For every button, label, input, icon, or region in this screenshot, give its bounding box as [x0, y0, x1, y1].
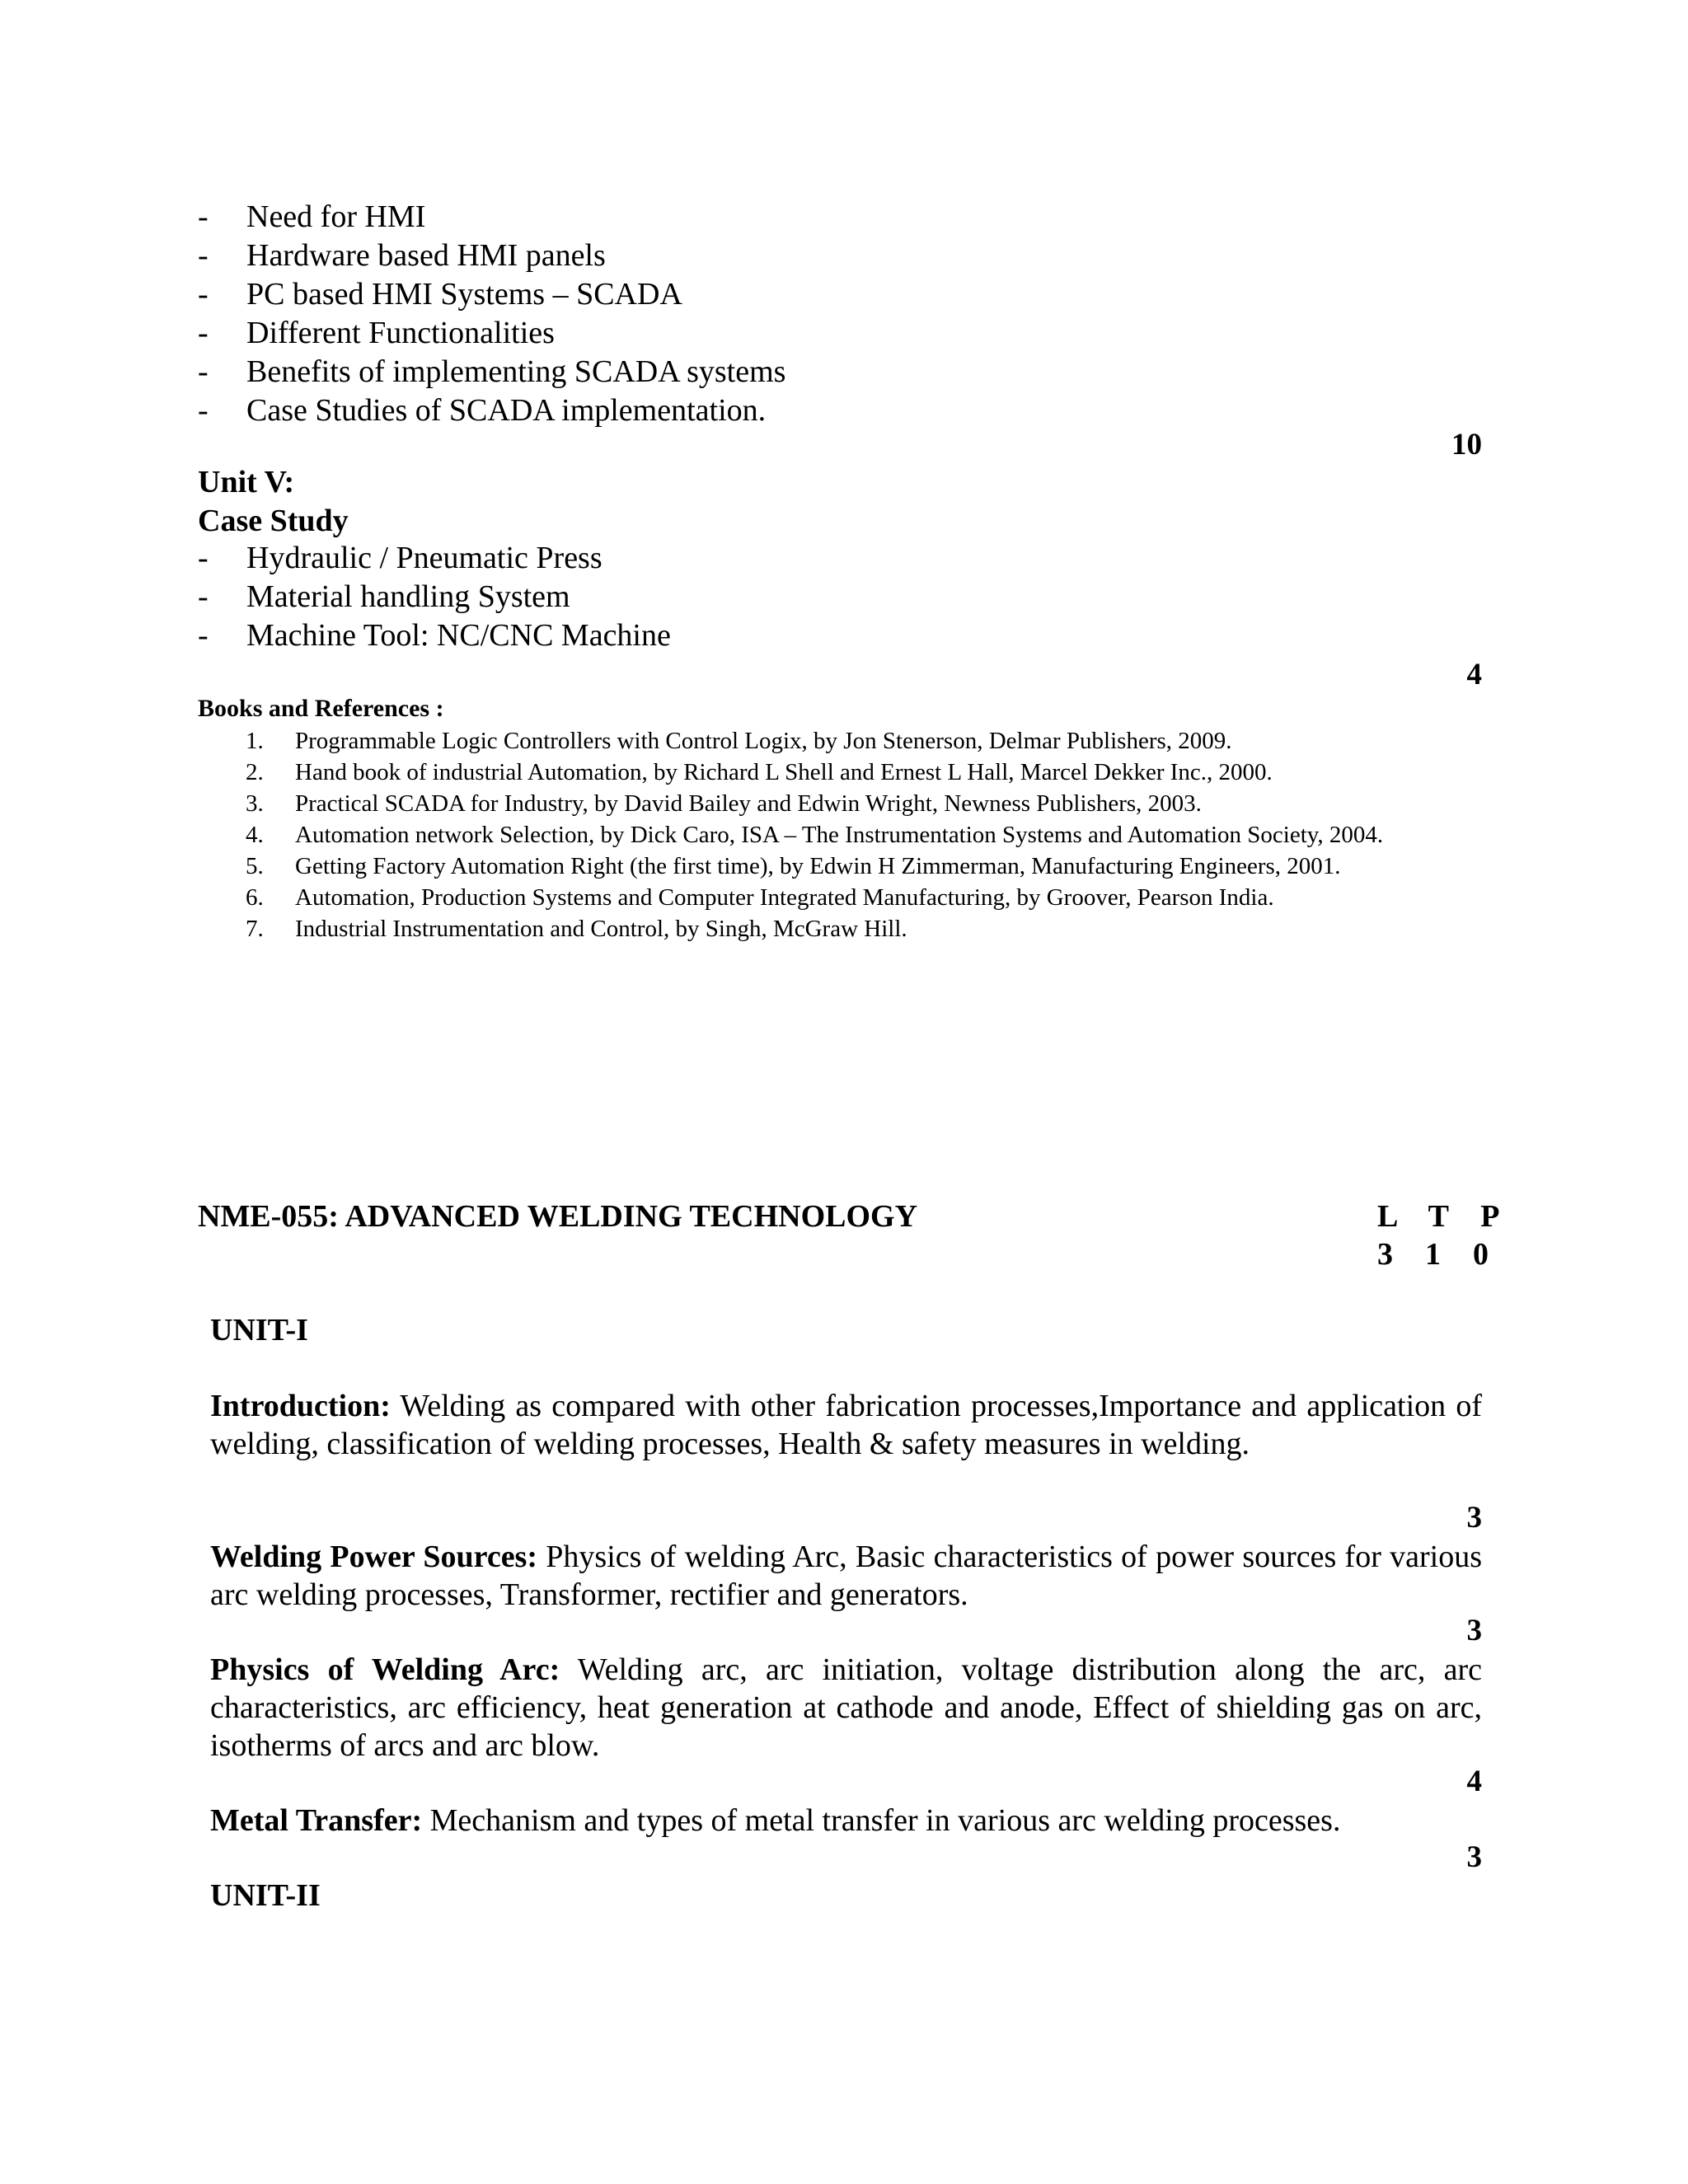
unit5-topic-list — [198, 539, 1484, 655]
section-hours: 4 — [1466, 1765, 1482, 1798]
unit1-section-welding-power-sources: Welding Power Sources: Physics of welding Arc, Basic characteristics of power sources for various arc welding processes, Transformer, rectifier and generators. — [210, 1540, 1482, 1612]
ltp-values: 3 1 0 — [1377, 1237, 1489, 1272]
list-item: 6. Automation, Production Systems and Computer Integrated Manufacturing, by Groover, Pearson India. — [246, 884, 1274, 911]
list-item: - PC based HMI Systems – SCADA — [198, 277, 682, 312]
list-item: - Hydraulic / Pneumatic Press — [198, 541, 603, 575]
books-references-title: Books and References : — [198, 695, 444, 722]
list-item: 3. Practical SCADA for Industry, by David Bailey and Edwin Wright, Newness Publishers, 2003. — [246, 790, 1202, 817]
hmi-hours: 10 — [1451, 428, 1482, 462]
unit2-heading: UNIT-II — [210, 1878, 321, 1913]
list-item: 5. Getting Factory Automation Right (the first time), by Edwin H Zimmerman, Manufacturing Engineers, 2001. — [246, 853, 1341, 879]
unit1-section-introduction: Introduction: Welding as compared with other fabrication processes,Importance and application of welding, classification of welding processes, Health & safety measures in welding. — [210, 1389, 1482, 1461]
list-item: - Different Functionalities — [198, 316, 555, 350]
list-item: 4. Automation network Selection, by Dick Caro, ISA – The Instrumentation Systems and Automation Society, 2004. — [246, 822, 1384, 848]
section-hours: 3 — [1466, 1501, 1482, 1535]
unit1-heading: UNIT-I — [210, 1313, 308, 1347]
hmi-topic-list — [198, 198, 1484, 430]
unit5-heading: Unit V: — [198, 465, 295, 499]
section-hours: 3 — [1466, 1614, 1482, 1647]
unit1-section-metal-transfer: Metal Transfer: Mechanism and types of metal transfer in various arc welding processes. — [210, 1803, 1341, 1838]
list-item: - Need for HMI — [198, 199, 426, 234]
list-item: - Case Studies of SCADA implementation. — [198, 393, 767, 428]
list-item: - Machine Tool: NC/CNC Machine — [198, 618, 671, 653]
ltp-header: L T P — [1377, 1199, 1500, 1234]
list-item: - Material handling System — [198, 579, 570, 614]
list-item: 1. Programmable Logic Controllers with Control Logix, by Jon Stenerson, Delmar Publishers, 2009. — [246, 728, 1232, 754]
unit5-subheading: Case Study — [198, 504, 349, 538]
list-item: - Hardware based HMI panels — [198, 238, 606, 273]
books-reference-list — [198, 725, 1482, 944]
list-item: 2. Hand book of industrial Automation, by Richard L Shell and Ernest L Hall, Marcel Dekker Inc., 2000. — [246, 759, 1273, 785]
unit1-section-physics-of-welding-arc: Physics of Welding Arc: Welding arc, arc initiation, voltage distribution along the arc, arc characteristics, arc efficiency, heat generation at cathode and anode, Effect of shielding gas on arc, isotherms of arcs and arc blow. — [210, 1652, 1482, 1763]
list-item: - Benefits of implementing SCADA systems — [198, 354, 786, 389]
unit5-hours: 4 — [1466, 658, 1482, 691]
section-hours: 3 — [1466, 1840, 1482, 1874]
course-title: NME-055: ADVANCED WELDING TECHNOLOGY — [198, 1199, 918, 1234]
list-item: 7. Industrial Instrumentation and Control, by Singh, McGraw Hill. — [246, 916, 907, 942]
